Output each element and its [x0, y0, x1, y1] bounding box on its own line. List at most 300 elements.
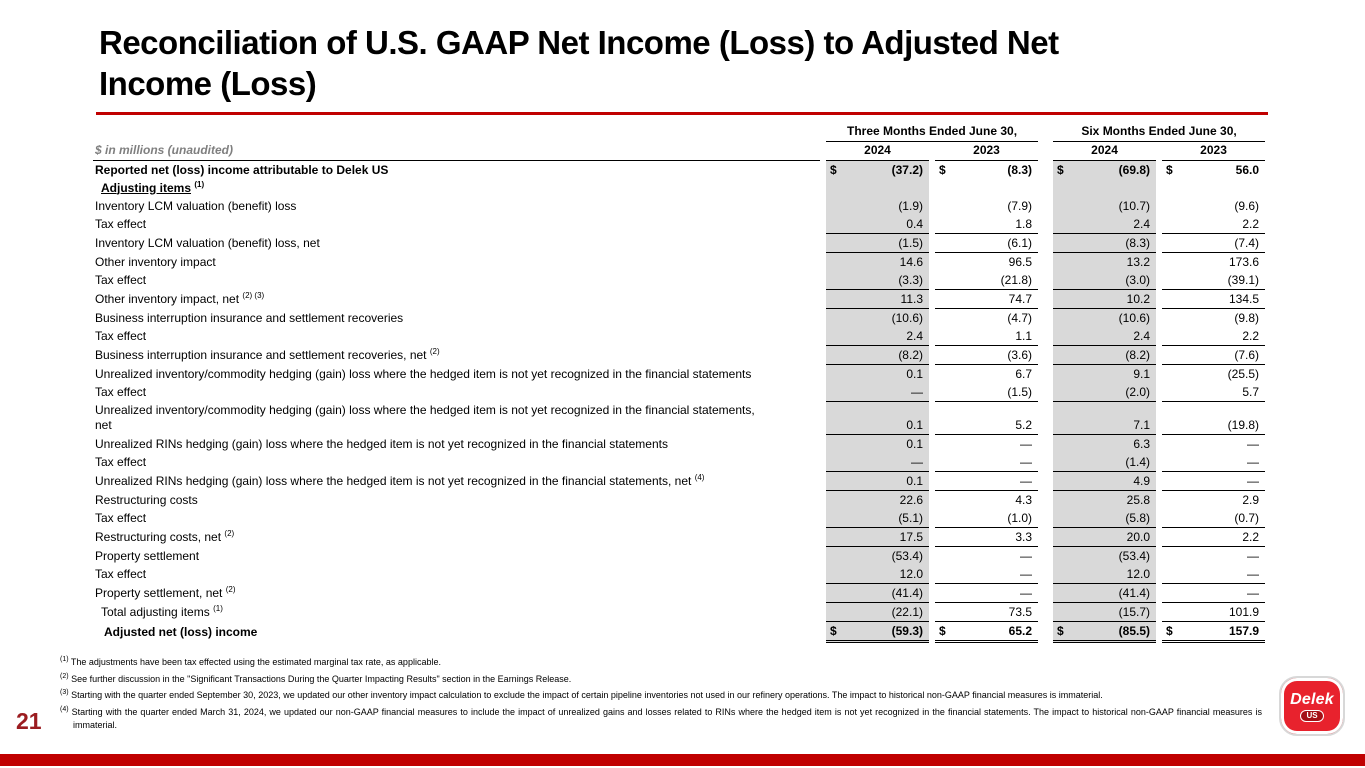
footnote-number: (2) — [60, 672, 69, 680]
value: — — [1020, 585, 1033, 600]
value: 65.2 — [1008, 623, 1033, 638]
currency-symbol: $ — [1166, 162, 1173, 177]
logo-face — [1279, 676, 1345, 736]
value-cell — [1053, 584, 1156, 603]
value-cell — [935, 179, 1038, 197]
value: (15.7) — [1118, 604, 1151, 619]
row-label — [93, 197, 820, 215]
row-label-text: Tax effect — [95, 567, 147, 581]
value-cell — [826, 528, 929, 547]
value: (7.4) — [1234, 235, 1260, 250]
value-cell — [1162, 234, 1265, 253]
value: 56.0 — [1235, 162, 1260, 177]
value-cell — [1053, 215, 1156, 234]
column-gap — [1038, 141, 1053, 161]
row-label-text: Tax effect — [95, 511, 147, 525]
value-cell — [935, 234, 1038, 253]
footnote-ref: (1) — [194, 179, 205, 189]
value: — — [1247, 566, 1260, 581]
row-label — [93, 271, 820, 290]
value: 11.3 — [900, 291, 923, 306]
row-label-text: Unrealized inventory/commodity hedging (gain) loss where the hedged item is not yet recognized in the financial statements — [95, 366, 752, 381]
value-cell — [935, 215, 1038, 234]
value-cell — [935, 253, 1038, 272]
table-row — [93, 402, 1265, 435]
value-cell — [1162, 603, 1265, 622]
value-cell — [935, 271, 1038, 290]
value-cell — [826, 622, 929, 642]
row-label — [93, 215, 820, 234]
value: — — [1020, 454, 1033, 469]
logo-sub-text: US — [1300, 710, 1324, 722]
value: 9.1 — [1133, 366, 1151, 381]
value-cell — [1162, 547, 1265, 566]
table-header-years-row — [93, 141, 1265, 161]
value: 22.6 — [899, 492, 923, 507]
footnote-text: Starting with the quarter ended March 31, 2024, we updated our non-GAAP financial measures to include the impact of unrealized gains and losses related to RINs where the hedged item is not yet recognized in the financial statements. The impact to historical non-GAAP financial measures is immaterial. — [71, 706, 1262, 730]
value-cell — [1162, 491, 1265, 510]
row-label-text: Reported net (loss) income attributable to Delek US — [95, 162, 389, 177]
row-label-text: Adjusting items — [101, 180, 192, 195]
value: 4.3 — [1015, 492, 1033, 507]
value-cell — [1162, 453, 1265, 472]
column-gap — [1038, 309, 1053, 328]
value-cell — [826, 253, 929, 272]
value-cell — [826, 584, 929, 603]
row-label — [93, 253, 820, 272]
column-gap — [1038, 271, 1053, 290]
footnote-number: (4) — [60, 705, 69, 713]
footnote-ref: (4) — [694, 473, 705, 482]
row-label — [93, 383, 820, 402]
value-cell — [1162, 528, 1265, 547]
value: 74.7 — [1008, 291, 1033, 306]
row-label-text: Inventory LCM valuation (benefit) loss, net — [95, 236, 320, 250]
row-label — [93, 509, 820, 528]
value-cell — [1162, 435, 1265, 454]
table-row — [93, 383, 1265, 402]
value: 3.3 — [1015, 529, 1033, 544]
value: — — [1020, 548, 1033, 563]
table-row — [93, 290, 1265, 309]
value: (8.3) — [1007, 162, 1033, 177]
row-label-text: Business interruption insurance and settlement recoveries — [95, 310, 404, 325]
row-label — [93, 528, 820, 547]
value: (1.5) — [1007, 384, 1033, 399]
row-label-text: Inventory LCM valuation (benefit) loss — [95, 198, 297, 213]
table-row — [93, 234, 1265, 253]
value: 157.9 — [1229, 623, 1260, 638]
value-cell — [935, 309, 1038, 328]
value-cell — [935, 491, 1038, 510]
year-header-6m-2023: 2023 — [1162, 141, 1265, 161]
value: 5.7 — [1242, 384, 1260, 399]
value: (53.4) — [1118, 548, 1151, 563]
value-cell — [935, 197, 1038, 215]
value: 2.4 — [906, 328, 923, 343]
value: 12.0 — [1126, 566, 1151, 581]
footnote-ref: (2) — [225, 585, 236, 594]
value: 20.0 — [1126, 529, 1151, 544]
value-cell — [935, 383, 1038, 402]
column-gap — [1038, 472, 1053, 491]
value-cell — [1053, 603, 1156, 622]
value: — — [1247, 585, 1260, 600]
value: 0.1 — [906, 473, 923, 488]
value: 13.2 — [1126, 254, 1151, 269]
value-cell — [1053, 309, 1156, 328]
row-label — [93, 435, 820, 454]
value: — — [1247, 473, 1260, 488]
value: (8.2) — [1125, 347, 1151, 362]
value: 73.5 — [1008, 604, 1033, 619]
row-label — [93, 491, 820, 510]
currency-symbol: $ — [1057, 162, 1064, 177]
table-row — [93, 161, 1265, 180]
value: 0.1 — [906, 417, 923, 432]
row-label-text: Tax effect — [95, 273, 147, 287]
value-cell — [1162, 346, 1265, 365]
reconciliation-table-container — [93, 122, 1265, 643]
value: (39.1) — [1227, 272, 1260, 287]
value: — — [1020, 473, 1033, 488]
table-row — [93, 365, 1265, 384]
footnote-ref: (2) (3) — [242, 291, 265, 300]
table-row — [93, 309, 1265, 328]
row-label — [93, 584, 820, 603]
column-gap — [1038, 383, 1053, 402]
value: 101.9 — [1229, 604, 1260, 619]
row-label-text: Adjusted net (loss) income — [104, 625, 258, 639]
row-label — [93, 365, 820, 384]
table-row — [93, 565, 1265, 584]
value-cell — [1053, 346, 1156, 365]
row-label — [93, 547, 820, 566]
value-cell — [935, 327, 1038, 346]
column-gap — [1038, 603, 1053, 622]
value-cell — [826, 453, 929, 472]
value-cell — [1053, 383, 1156, 402]
value: — — [1020, 566, 1033, 581]
column-group-six-months: Six Months Ended June 30, — [1053, 122, 1265, 141]
value: (10.7) — [1118, 198, 1151, 213]
value-cell — [935, 365, 1038, 384]
row-label-text: Tax effect — [95, 455, 147, 469]
value: 10.2 — [1126, 291, 1151, 306]
value: 12.0 — [899, 566, 923, 581]
value: 1.1 — [1015, 328, 1033, 343]
value-cell — [935, 290, 1038, 309]
value-cell — [826, 346, 929, 365]
value: (69.8) — [1118, 162, 1151, 177]
value-cell — [1162, 309, 1265, 328]
page-title-line-1: Reconciliation of U.S. GAAP Net Income (Loss) to Adjusted Net — [99, 24, 1059, 61]
value: (9.6) — [1234, 198, 1260, 213]
value: (1.0) — [1007, 510, 1033, 525]
currency-symbol: $ — [939, 623, 946, 638]
footnote — [60, 706, 1262, 732]
value: — — [1247, 454, 1260, 469]
table-row — [93, 271, 1265, 290]
row-label — [93, 327, 820, 346]
column-gap — [1038, 346, 1053, 365]
table-row — [93, 491, 1265, 510]
value: — — [1247, 548, 1260, 563]
value-cell — [1162, 565, 1265, 584]
value-cell — [1053, 435, 1156, 454]
value-cell — [1162, 472, 1265, 491]
value-cell — [935, 472, 1038, 491]
value-cell — [935, 622, 1038, 642]
currency-symbol: $ — [939, 162, 946, 177]
row-label — [93, 622, 820, 642]
row-label — [93, 565, 820, 584]
value-cell — [1162, 271, 1265, 290]
column-gap — [1038, 122, 1053, 141]
value-cell — [935, 565, 1038, 584]
row-label — [93, 346, 820, 365]
column-gap — [1038, 509, 1053, 528]
row-label-text: Tax effect — [95, 217, 147, 231]
value: (5.8) — [1125, 510, 1151, 525]
value: — — [1247, 436, 1260, 451]
value-cell — [826, 383, 929, 402]
value: (1.5) — [898, 235, 923, 250]
value: (3.3) — [898, 272, 923, 287]
footnote-ref: (1) — [213, 604, 223, 613]
value-cell — [935, 584, 1038, 603]
value-cell — [826, 327, 929, 346]
value: (6.1) — [1007, 235, 1033, 250]
value-cell — [826, 271, 929, 290]
value-cell — [1162, 197, 1265, 215]
value-cell — [826, 565, 929, 584]
footnote — [60, 656, 1262, 669]
value: (8.3) — [1125, 235, 1151, 250]
value: (5.1) — [898, 510, 923, 525]
page-number: 21 — [16, 708, 42, 734]
table-row — [93, 603, 1265, 622]
value: (41.4) — [891, 585, 923, 600]
value-cell — [1162, 383, 1265, 402]
value-cell — [1162, 584, 1265, 603]
value-cell — [1162, 215, 1265, 234]
row-label-text: Property settlement — [95, 548, 200, 563]
value: 96.5 — [1008, 254, 1033, 269]
row-label — [93, 234, 820, 253]
value: (53.4) — [891, 548, 923, 563]
value: (0.7) — [1234, 510, 1260, 525]
row-label — [93, 603, 820, 622]
header-blank-cell — [93, 122, 820, 141]
row-label-text: Tax effect — [95, 329, 147, 343]
column-gap — [1038, 327, 1053, 346]
footnote-ref: (2) — [429, 347, 440, 356]
value: (41.4) — [1118, 585, 1151, 600]
logo-brand-text: Delek — [1290, 691, 1334, 708]
row-label — [93, 402, 820, 435]
value: (37.2) — [891, 162, 923, 177]
value-cell — [1162, 327, 1265, 346]
currency-symbol: $ — [830, 623, 837, 638]
value: (3.0) — [1125, 272, 1151, 287]
value-cell — [935, 453, 1038, 472]
table-row — [93, 197, 1265, 215]
value: 2.2 — [1242, 328, 1260, 343]
table-row — [93, 509, 1265, 528]
column-gap — [1038, 622, 1053, 642]
value: 2.2 — [1242, 216, 1260, 231]
value-cell — [1053, 565, 1156, 584]
value-cell — [826, 234, 929, 253]
page-title — [99, 22, 1265, 104]
value: — — [911, 384, 923, 399]
value: (25.5) — [1227, 366, 1260, 381]
row-label — [93, 161, 820, 180]
value-cell — [826, 179, 929, 197]
column-gap — [1038, 290, 1053, 309]
footnote-text: See further discussion in the "Significant Transactions During the Quarter Impacting Results" section in the Earnings Release. — [71, 673, 572, 684]
currency-symbol: $ — [1057, 623, 1064, 638]
value: (10.6) — [1118, 310, 1151, 325]
column-group-three-months: Three Months Ended June 30, — [826, 122, 1038, 141]
currency-symbol: $ — [830, 162, 837, 177]
table-row — [93, 346, 1265, 365]
value: 2.9 — [1242, 492, 1260, 507]
value-cell — [1053, 402, 1156, 435]
value: 6.7 — [1015, 366, 1033, 381]
value-cell — [1162, 622, 1265, 642]
row-label — [93, 179, 820, 197]
footnote-number: (1) — [60, 656, 69, 663]
value: 0.1 — [906, 436, 923, 451]
value-cell — [1053, 528, 1156, 547]
value-cell — [1162, 509, 1265, 528]
value-cell — [1053, 622, 1156, 642]
table-row — [93, 547, 1265, 566]
table-row — [93, 253, 1265, 272]
value: (59.3) — [891, 623, 923, 638]
column-gap — [1038, 402, 1053, 435]
value-cell — [826, 435, 929, 454]
value-cell — [1053, 509, 1156, 528]
row-label-text: Unrealized RINs hedging (gain) loss where the hedged item is not yet recognized in the financial statements, net — [95, 474, 692, 488]
year-header-3m-2024: 2024 — [826, 141, 929, 161]
value: (3.6) — [1007, 347, 1033, 362]
row-label-text: Business interruption insurance and settlement recoveries, net — [95, 348, 427, 362]
table-row — [93, 584, 1265, 603]
value-cell — [826, 509, 929, 528]
value-cell — [1053, 253, 1156, 272]
row-label-text: Restructuring costs, net — [95, 530, 222, 544]
value-cell — [1162, 179, 1265, 197]
column-gap — [1038, 435, 1053, 454]
value: (21.8) — [1000, 272, 1033, 287]
row-label — [93, 309, 820, 328]
value: (8.2) — [898, 347, 923, 362]
value-cell — [826, 402, 929, 435]
value: 7.1 — [1133, 417, 1151, 432]
year-header-6m-2024: 2024 — [1053, 141, 1156, 161]
value: (1.9) — [898, 198, 923, 213]
value: 2.2 — [1242, 529, 1260, 544]
table-row — [93, 215, 1265, 234]
value: 2.4 — [1133, 328, 1151, 343]
table-row — [93, 453, 1265, 472]
value: 2.4 — [1133, 216, 1151, 231]
value: 0.1 — [906, 366, 923, 381]
value-cell — [1162, 161, 1265, 180]
value-cell — [826, 547, 929, 566]
row-label-text: Property settlement, net — [95, 586, 223, 600]
table-row — [93, 622, 1265, 642]
column-gap — [1038, 234, 1053, 253]
value-cell — [826, 365, 929, 384]
column-gap — [1038, 547, 1053, 566]
table-row — [93, 327, 1265, 346]
column-gap — [1038, 253, 1053, 272]
row-label-text: Other inventory impact, net — [95, 292, 240, 306]
value-cell — [935, 435, 1038, 454]
value: (1.4) — [1125, 454, 1151, 469]
value: 6.3 — [1133, 436, 1151, 451]
column-gap — [1038, 179, 1053, 197]
row-label-text: Other inventory impact — [95, 254, 216, 269]
value-cell — [935, 346, 1038, 365]
title-underline-rule — [96, 112, 1268, 115]
column-gap — [1038, 491, 1053, 510]
value: — — [1020, 436, 1033, 451]
row-label — [93, 472, 820, 491]
value-cell — [826, 491, 929, 510]
row-label-text: Unrealized RINs hedging (gain) loss where the hedged item is not yet recognized in the financial statements — [95, 436, 668, 451]
value-cell — [826, 472, 929, 491]
value: 1.8 — [1015, 216, 1033, 231]
value: (7.9) — [1007, 198, 1033, 213]
value-cell — [826, 161, 929, 180]
page-title-line-2: Income (Loss) — [99, 65, 317, 102]
table-row — [93, 528, 1265, 547]
value-cell — [826, 215, 929, 234]
value-cell — [1162, 402, 1265, 435]
value-cell — [826, 197, 929, 215]
value: (10.6) — [891, 310, 923, 325]
value: 134.5 — [1229, 291, 1260, 306]
value-cell — [1053, 472, 1156, 491]
reconciliation-table — [93, 122, 1265, 643]
value-cell — [1053, 290, 1156, 309]
row-label-text-line2: net — [95, 418, 112, 432]
units-caption: $ in millions (unaudited) — [93, 141, 820, 161]
footnote-text: Starting with the quarter ended September 30, 2023, we updated our other inventory impact calculation to exclude the impact of certain pipeline inventories not used in our refinery operations. The impact to historical non-GAAP financial measures is immaterial. — [71, 690, 1103, 700]
value: (7.6) — [1234, 347, 1260, 362]
row-label-text: Unrealized inventory/commodity hedging (gain) loss where the hedged item is not yet recognized in the financial statements, — [95, 403, 755, 417]
value: 17.5 — [899, 529, 923, 544]
value: — — [911, 454, 923, 469]
footnote-text: The adjustments have been tax effected using the estimated marginal tax rate, as applicable. — [70, 657, 441, 667]
row-label-text: Total adjusting items — [101, 605, 210, 619]
value-cell — [1053, 365, 1156, 384]
delek-us-logo — [1279, 676, 1345, 736]
value-cell — [1053, 234, 1156, 253]
value-cell — [935, 603, 1038, 622]
footnote-ref: (2) — [224, 529, 235, 538]
value: 4.9 — [1133, 473, 1151, 488]
value-cell — [1053, 271, 1156, 290]
value-cell — [1053, 327, 1156, 346]
value: 0.4 — [906, 216, 923, 231]
table-row — [93, 472, 1265, 491]
